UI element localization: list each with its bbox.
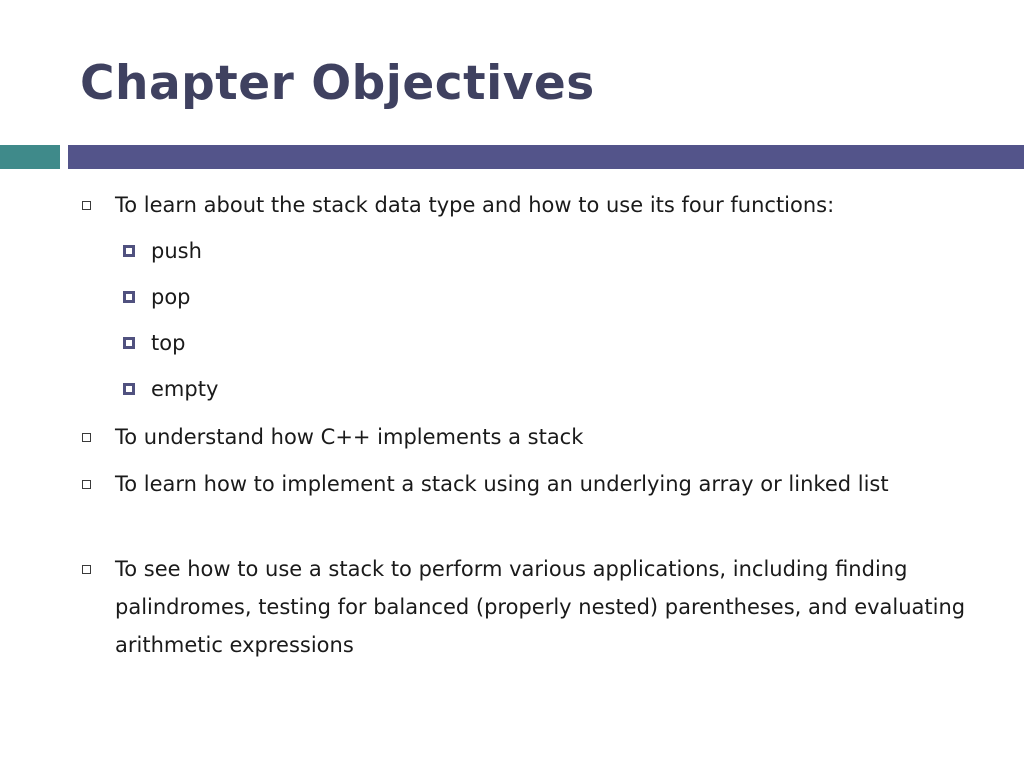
bullet-text: To learn about the stack data type and how to use its four functions: — [115, 193, 835, 217]
bullet-text: To understand how C++ implements a stack — [115, 425, 584, 449]
hollow-square-bullet-icon — [82, 565, 91, 574]
square-bullet-icon — [123, 337, 135, 349]
sub-bullet-text: push — [151, 239, 202, 263]
square-bullet-icon — [123, 245, 135, 257]
slide-title: Chapter Objectives — [80, 56, 595, 111]
title-accent-band-teal — [0, 145, 60, 169]
hollow-square-bullet-icon — [82, 201, 91, 210]
title-accent-band-indigo — [68, 145, 1024, 169]
hollow-square-bullet-icon — [82, 480, 91, 489]
square-bullet-icon — [123, 383, 135, 395]
bullet-text: To learn how to implement a stack using an underlying array or linked list — [115, 472, 889, 496]
sub-bullet-text: empty — [151, 377, 219, 401]
sub-bullet-text: top — [151, 331, 186, 355]
square-bullet-icon — [123, 291, 135, 303]
sub-bullet-text: pop — [151, 285, 191, 309]
hollow-square-bullet-icon — [82, 433, 91, 442]
bullet-text: To see how to use a stack to perform various applications, including finding palindromes, testing for balanced (properly nested) parentheses, and evaluating arithmetic expressions — [115, 557, 966, 657]
